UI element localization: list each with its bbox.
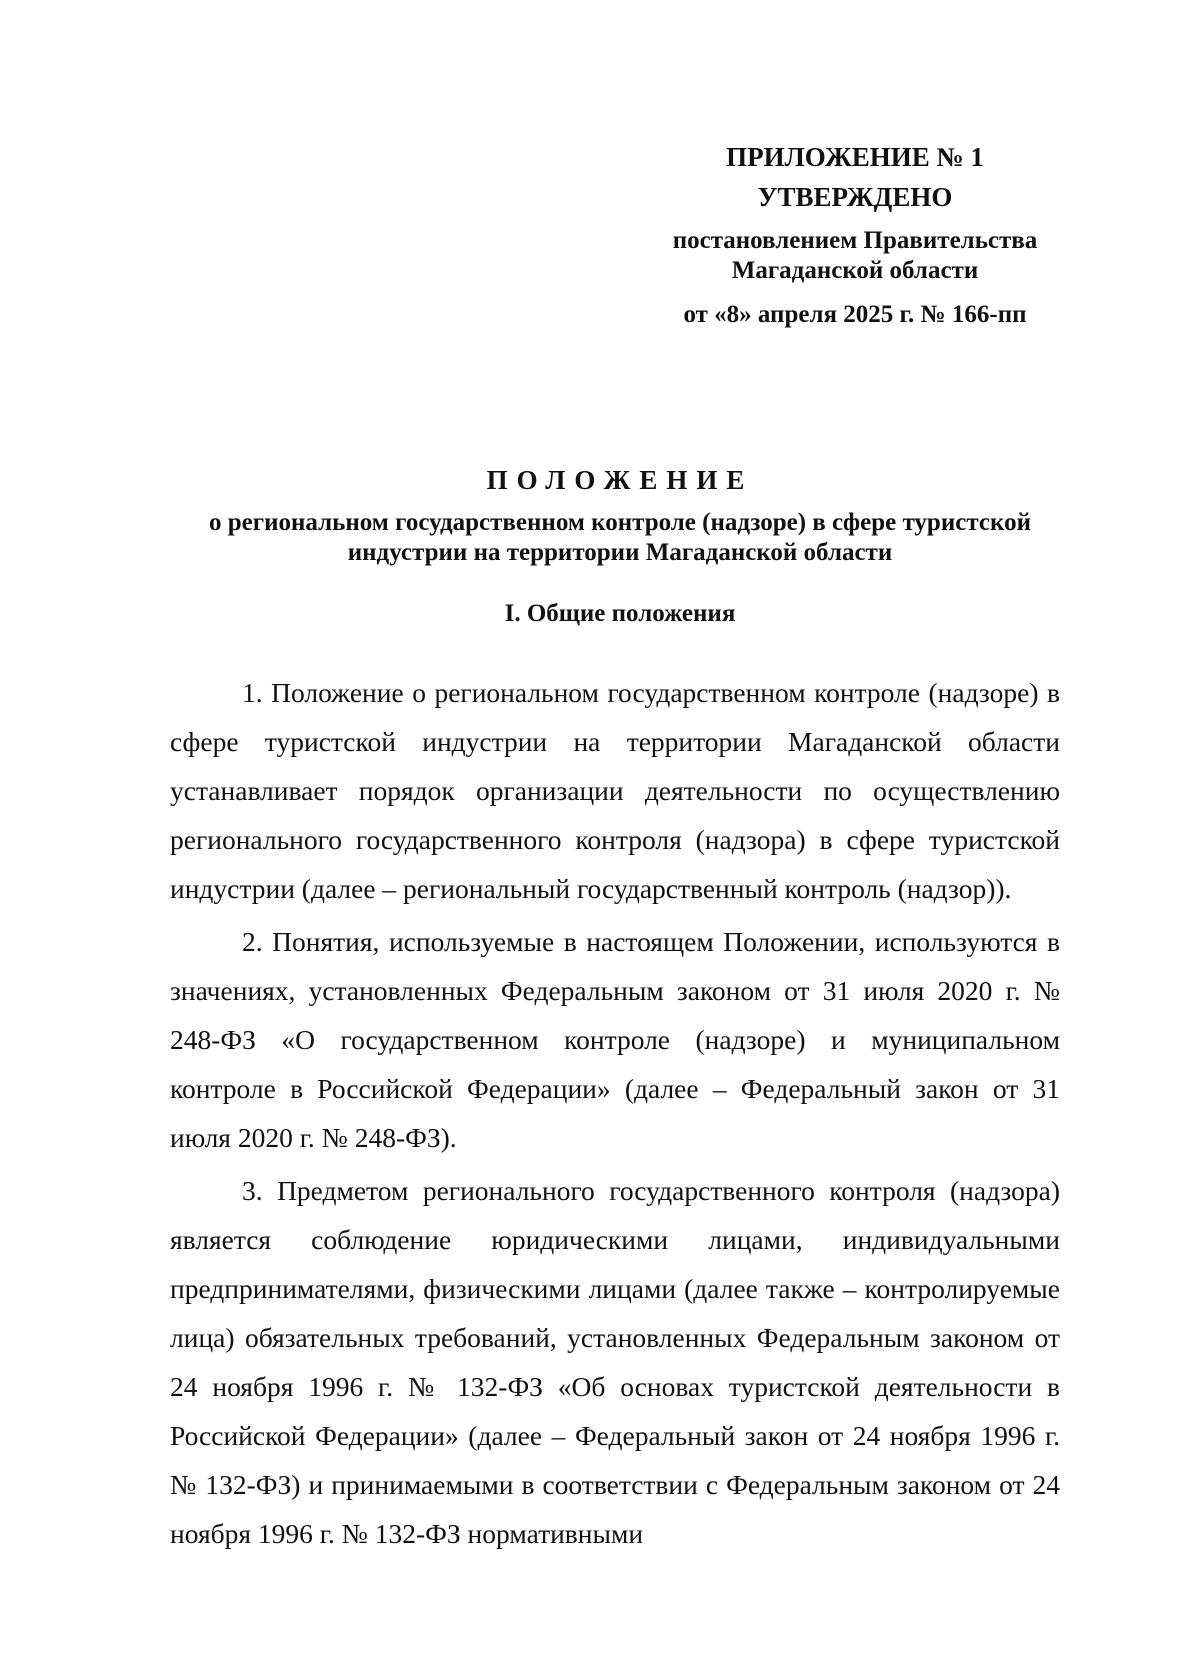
section-title: I. Общие положения: [504, 600, 736, 627]
approval-date-number: от «8» апреля 2025 г. № 166-пп: [683, 301, 1027, 328]
approved-by-line: постановлением Правительства: [672, 227, 1038, 254]
document-heading: [170, 462, 1070, 630]
paragraph-3: 3. Предметом регионального государственного контроля (надзора) является соблюдение юридическими лицами, индивидуальными предпринимателями, физическими лицами (далее также – контролируемые лица) обязательных требований, установленных Федеральным законом от 24 ноября 1996 г. № 132-ФЗ «Об основах туристской деятельности в Российской Федерации» (далее – Федеральный закон от 24 ноября 1996 г. № 132-ФЗ) и принимаемыми в соответствии с Федеральным законом от 24 ноября 1996 г. № 132-ФЗ нормативными: [170, 1175, 1060, 1549]
paragraph-2: 2. Понятия, используемые в настоящем Положении, используются в значениях, установленных Федеральным законом от 31 июля 2020 г. № 248-ФЗ «О государственном контроле (надзоре) и муниципальном контроле в Российской Федерации» (далее – Федеральный закон от 31 июля 2020 г. № 248-ФЗ).: [170, 926, 1060, 1153]
appendix-number: ПРИЛОЖЕНИЕ № 1: [726, 142, 984, 172]
approval-stamp-block: [640, 140, 1070, 330]
paragraph-1: 1. Положение о региональном государственном контроле (надзоре) в сфере туристской индустрии на территории Магаданской области устанавливает порядок организации деятельности по осуществлению регионального государственного контроля (надзора) в сфере туристской индустрии (далее – региональный государственный контроль (надзор)).: [170, 677, 1060, 904]
document-subtitle: о региональном государственном контроле (надзоре) в сфере туристской индустрии на территории Магаданской области: [209, 509, 1031, 566]
approved-region-line: Магаданской области: [731, 257, 979, 284]
approved-label: УТВЕРЖДЕНО: [757, 182, 953, 212]
document-title: ПОЛОЖЕНИЕ: [486, 465, 754, 495]
document-body: [170, 668, 1060, 1562]
